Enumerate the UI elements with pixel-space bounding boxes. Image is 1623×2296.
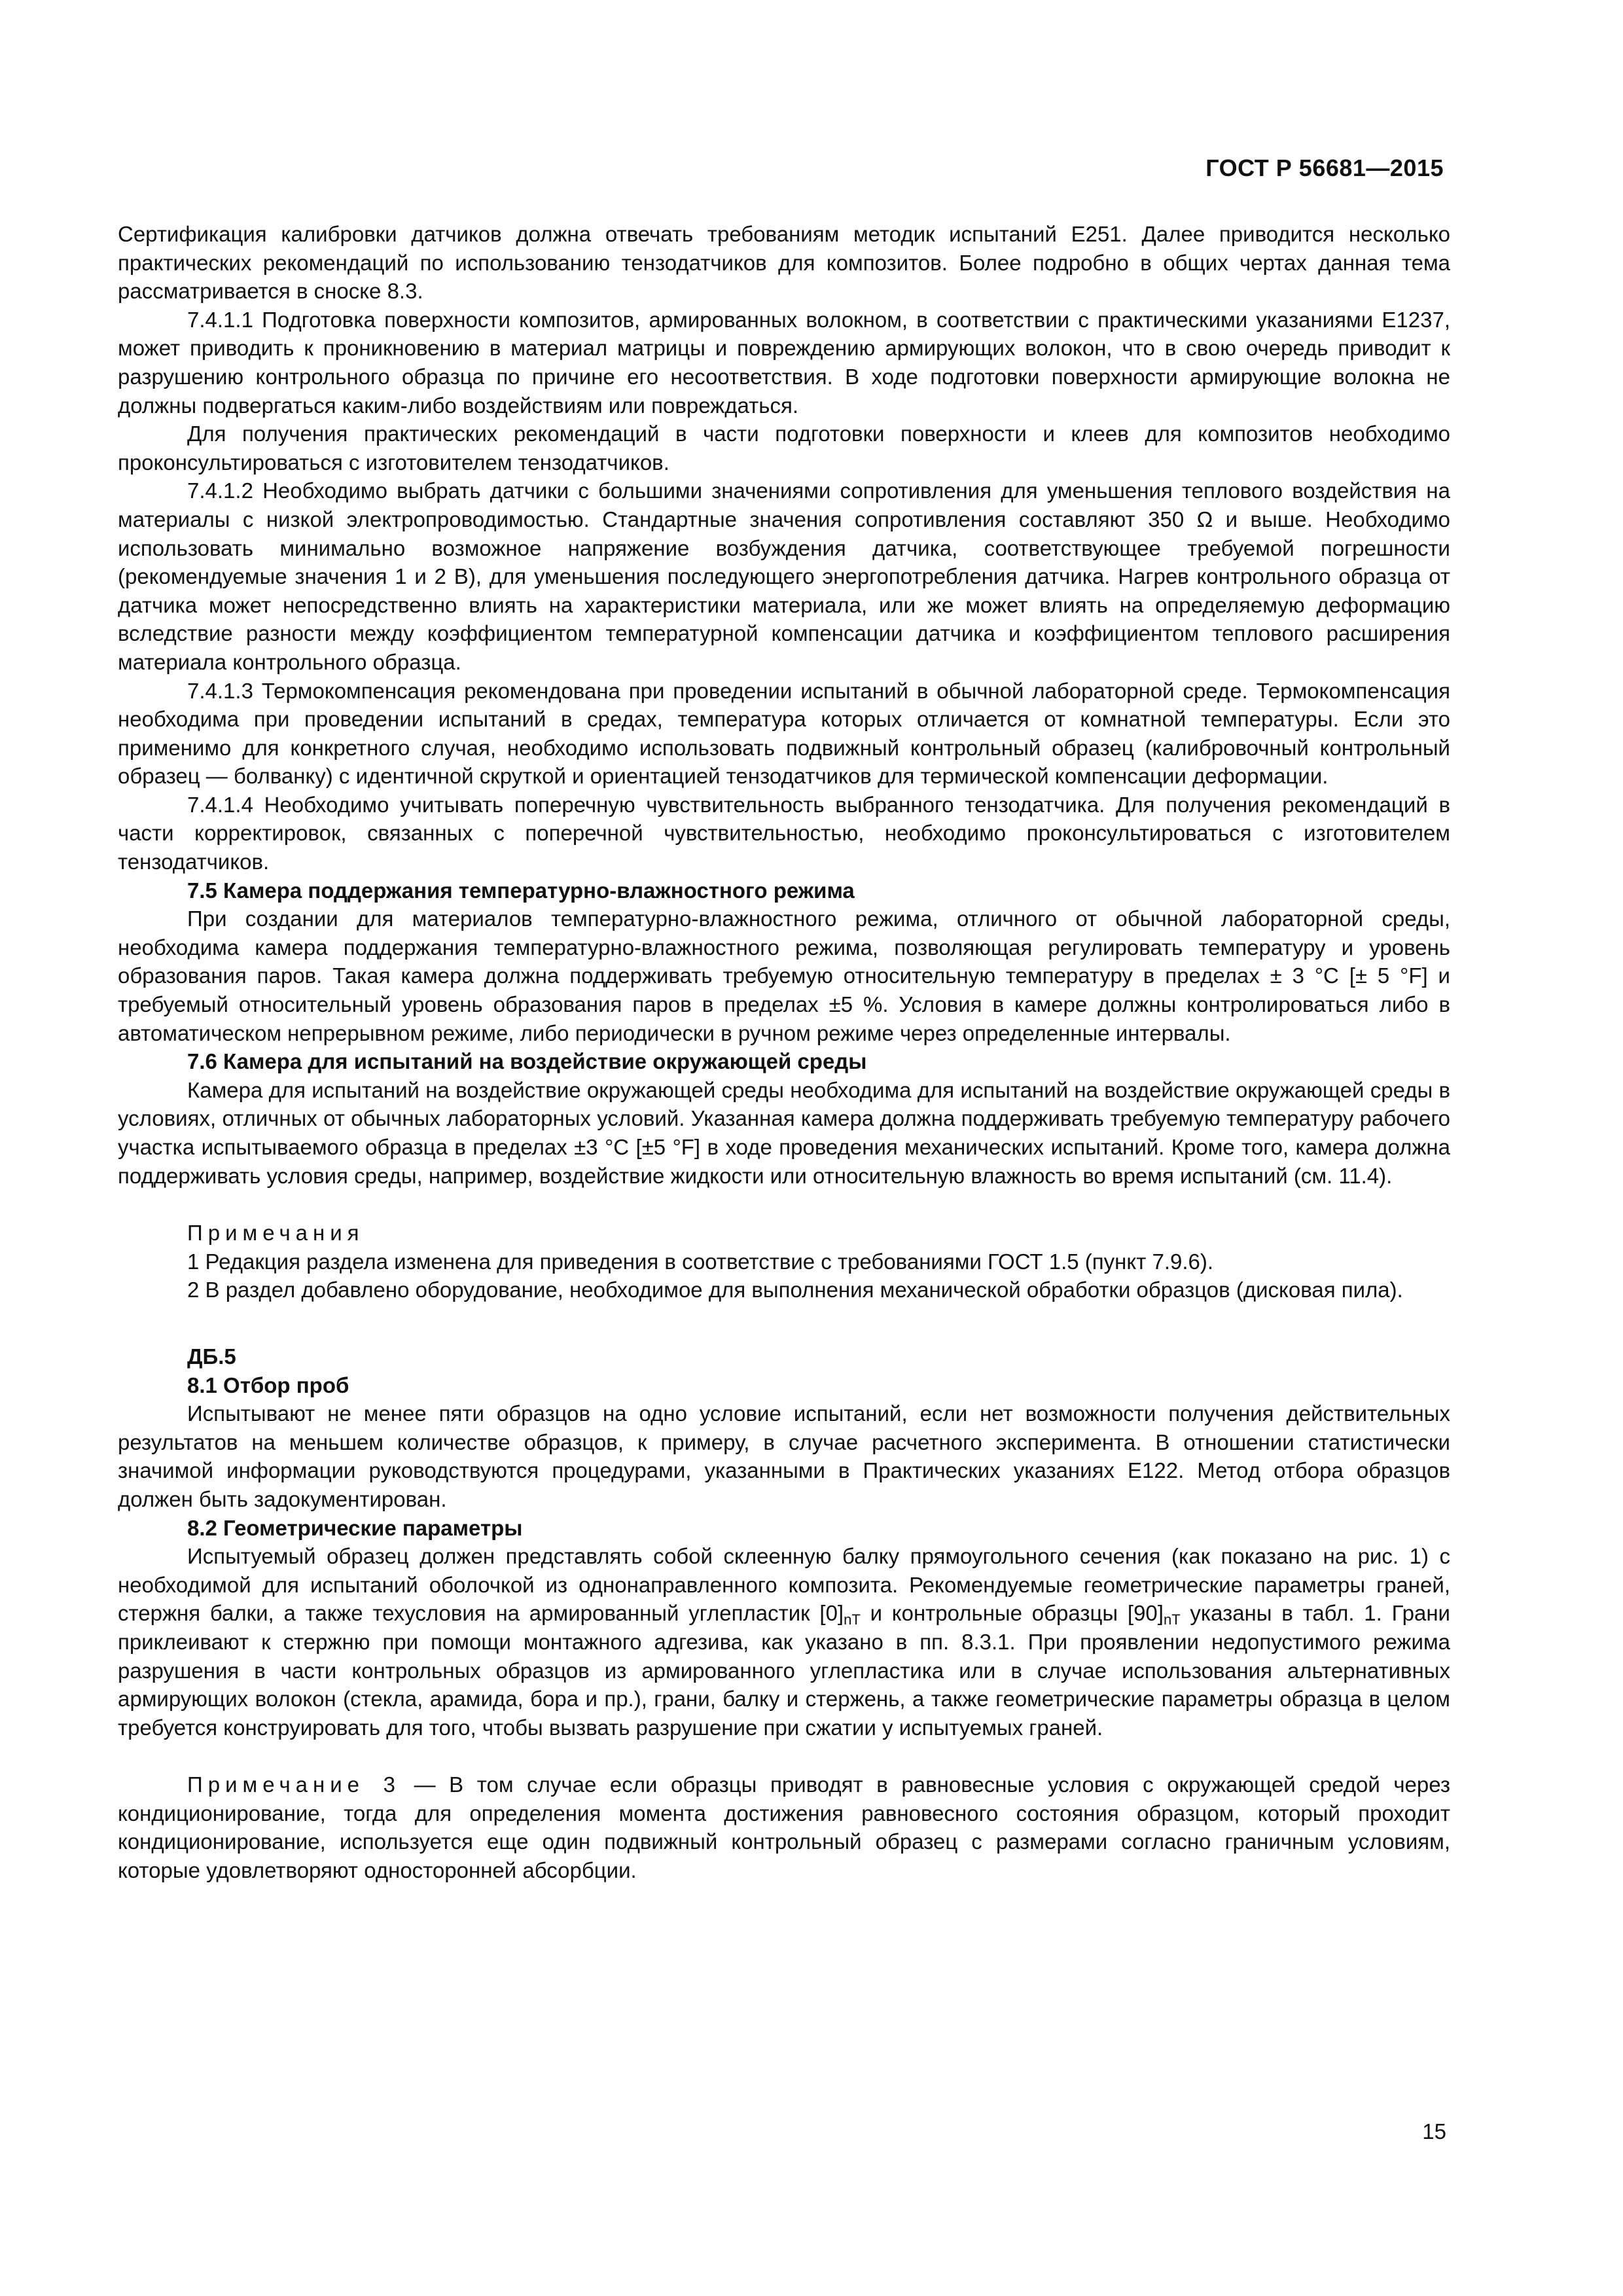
paragraph-7-4-1-2: 7.4.1.2 Необходимо выбрать датчики с большими значениями сопротивления для уменьшения теплового воздействия на материалы с низкой электропроводимостью. Стандартные значения сопротивления составляют 350 Ω и выше. Необходимо использовать минимально возможное напряжение возбуждения датчика, соответствующее требуемой погрешности (рекомендуемые значения 1 и 2 В), для уменьшения последующего энергопотребления датчика. Нагрев контрольного образца от датчика может непосредственно влиять на характеристики материала, или же может влиять на определяемую деформацию вследствие разности между коэффициентом температурной компенсации датчика и коэффициентом теплового расширения материала контрольного образца. [118,478,1450,674]
page-number: 15 [1422,2119,1446,2144]
document-body [118,220,1450,1885]
paragraph-8-2 [118,1542,1450,1742]
document-header: ГОСТ Р 56681—2015 [1205,154,1444,181]
paragraph-surface-prep: Для получения практических рекомендаций в части подготовки поверхности и клеев для композитов необходимо проконсультироваться с изготовителем тензодатчиков. [118,422,1450,475]
section-heading-8-2: 8.2 Геометрические параметры [187,1515,523,1540]
subscript-nt: nT [844,1611,861,1628]
paragraph-8-2-part-a: Испытуемый образец должен представлять собой склеенную балку прямоугольного сечения (как показано на рис. 1) с необходимой для испытаний оболочкой из однонаправленного композита. Рекомендуемые геометрические параметры граней, стержня балки, а также техусловия на армированный углепластик [0] [118,1544,1450,1626]
paragraph-certification: Сертификация калибровки датчиков должна отвечать требованиям методик испытаний E251. Далее приводится несколько практических рекомендаций по использованию тензодатчиков для композитов. Более подробно в общих чертах данная тема рассматривается в сноске 8.3. [118,222,1450,304]
paragraph-8-2-part-b: и контрольные образцы [90] [860,1601,1164,1626]
section-heading-8-1: 8.1 Отбор проб [187,1372,349,1397]
paragraph-7-4-1-3: 7.4.1.3 Термокомпенсация рекомендована при проведении испытаний в обычной лабораторной среде. Термокомпенсация необходима при проведении испытаний в средах, температура которых отличается от комнатной температуры. Если это применимо для конкретного случая, необходимо использовать подвижный контрольный образец (калибровочный контрольный образец — болванку) с идентичной скруткой и ориентацией тензодатчиков для термической компенсации деформации. [118,678,1450,789]
note-3-label: Примечание 3 [187,1772,401,1797]
spacer [118,1742,1450,1770]
paragraph-8-1: Испытывают не менее пяти образцов на одно условие испытаний, если нет возможности получения действительных результатов на меньшем количестве образцов, к примеру, в случае расчетного эксперимента. В отношении статистически значимой информации руководствуются процедурами, указанными в Практических указаниях E122. Метод отбора образцов должен быть задокументирован. [118,1401,1450,1511]
paragraph-8-2-part-c: указаны в табл. 1. Грани приклеивают к стержню при помощи монтажного адгезива, как указано в пп. 8.3.1. При проявлении недопустимого режима разрушения в части контрольных образцов из армированного углепластика или в случае использования альтернативных армирующих волокон (стекла, арамида, бора и пр.), грани, балку и стержень, а также геометрические параметры образца в целом требуется конструировать для того, чтобы вызвать разрушение при сжатии у испытуемых граней. [118,1601,1450,1740]
section-heading-7-6: 7.6 Камера для испытаний на воздействие окружающей среды [187,1049,867,1074]
notes-title: Примечания [187,1221,365,1246]
paragraph-7-6: Камера для испытаний на воздействие окружающей среды необходима для испытаний на воздействие окружающей среды в условиях, отличных от обычных лабораторных условий. Указанная камера должна поддерживать требуемую температуру рабочего участка испытываемого образца в пределах ±3 °C [±5 °F] в ходе проведения механических испытаний. Кроме того, камера должна поддерживать условия среды, например, воздействие жидкости или относительную влажность во время испытаний (см. 11.4). [118,1077,1450,1188]
note-3 [118,1770,1450,1884]
note-3-text: — В том случае если образцы приводят в равновесные условия с окружающей средой через кондиционирование, тогда для определения момента достижения равновесного состояния образцом, который проходит кондиционирование, используется еще один подвижный контрольный образец с размерами согласно граничным условиям, которые удовлетворяют односторонней абсорбции. [118,1772,1451,1883]
spacer [118,1190,1450,1219]
spacer [118,1304,1450,1342]
paragraph-7-4-1-4: 7.4.1.4 Необходимо учитывать поперечную чувствительность выбранного тензодатчика. Для получения рекомендаций в части корректировок, связанных с поперечной чувствительностью, необходимо проконсультироваться с изготовителем тензодатчиков. [118,792,1450,874]
paragraph-7-5: При создании для материалов температурно-влажностного режима, отличного от обычной лабораторной среды, необходима камера поддержания температурно-влажностного режима, позволяющая регулировать температуру и уровень образования паров. Такая камера должна поддерживать требуемую относительную температуру в пределах ± 3 °C [± 5 °F] и требуемый относительный уровень образования паров в пределах ±5 %. Условия в камере должны контролироваться либо в автоматическом непрерывном режиме, либо периодически в ручном режиме через определенные интервалы. [118,906,1450,1045]
section-heading-db-5: ДБ.5 [187,1344,236,1369]
subscript-nt: nT [1163,1611,1181,1628]
note-2: 2 В раздел добавлено оборудование, необходимое для выполнения механической обработки образцов (дисковая пила). [187,1278,1403,1302]
paragraph-7-4-1-1: 7.4.1.1 Подготовка поверхности композитов, армированных волокном, в соответствии с практическими указаниями E1237, может приводить к проникновению в материал матрицы и повреждению армирующих волокон, что в свою очередь приводит к разрушению контрольного образца по причине его несоответствия. В ходе подготовки поверхности армирующие волокна не должны подвергаться каким-либо воздействиям или повреждаться. [118,307,1450,418]
section-heading-7-5: 7.5 Камера поддержания температурно-влажностного режима [187,878,855,903]
note-1: 1 Редакция раздела изменена для приведения в соответствие с требованиями ГОСТ 1.5 (пункт 7.9.6). [187,1249,1214,1274]
